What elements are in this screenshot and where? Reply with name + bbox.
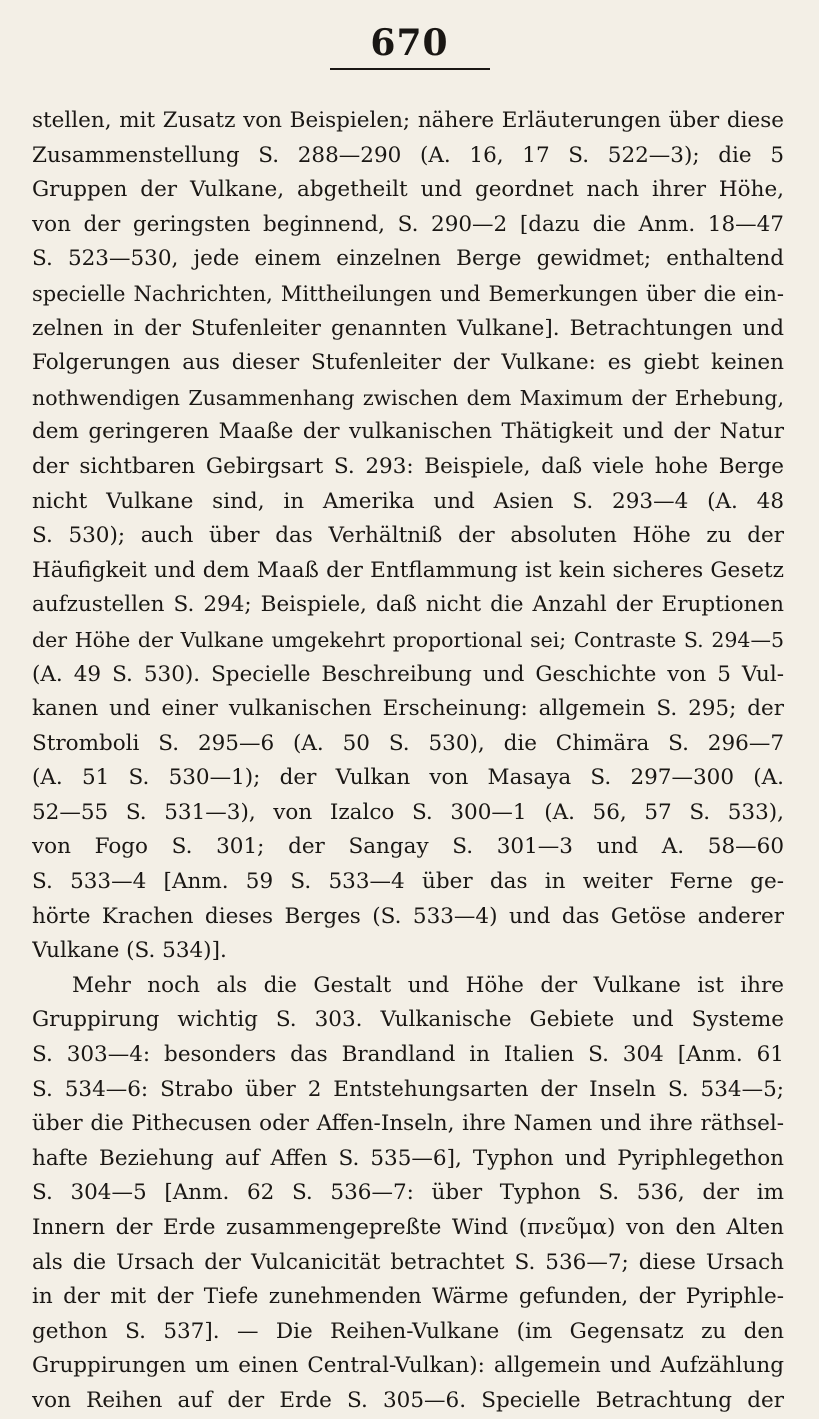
text-line: specielle Nachrichten, Mittheilungen und Bemerkungen über die ein- [32,281,784,306]
text-line: S. 304—5 [Anm. 62 S. 536—7: über Typhon S. 536, der im [32,1180,784,1206]
text-line: zelnen in der Stufenleiter genannten Vulkane]. Betrachtungen und [32,315,784,341]
text-line: (A. 49 S. 530). Specielle Beschreibung und Geschichte von 5 Vul- [32,661,784,687]
text-line: hafte Beziehung auf Affen S. 535—6], Typhon und Pyriphlegethon [32,1145,784,1171]
text-line: 52—55 S. 531—3), von Izalco S. 300—1 (A. 56, 57 S. 533), [32,799,784,825]
text-line: Zusammenstellung S. 288—290 (A. 16, 17 S. 522—3); die 5 [32,142,784,168]
text-line: von der geringsten beginnend, S. 290—2 [dazu die Anm. 18—47 [32,211,784,237]
text-line: als die Ursach der Vulcanicität betrachtet S. 536—7; diese Ursach [32,1249,784,1275]
page-number: 670 [370,22,449,64]
text-line: S. 523—530, jede einem einzelnen Berge gewidmet; enthaltend [32,246,784,272]
text-line: Vulkane (S. 534)]. [32,938,227,964]
text-line: der Höhe der Vulkane umgekehrt proportional sei; Contraste S. 294—5 [32,627,784,652]
text-line: (A. 51 S. 530—1); der Vulkan von Masaya S. 297—300 (A. [32,765,784,791]
text-line: von Fogo S. 301; der Sangay S. 301—3 und A. 58—60 [32,834,784,860]
text-line: S. 303—4: besonders das Brandland in Italien S. 304 [Anm. 61 [32,1042,784,1068]
text-line: der sichtbaren Gebirgsart S. 293: Beispiele, daß viele hohe Berge [32,453,784,479]
text-line: S. 534—6: Strabo über 2 Entstehungsarten der Inseln S. 534—5; [32,1076,784,1102]
text-line: von Reihen auf der Erde S. 305—6. Specielle Betrachtung der [32,1387,784,1413]
text-line: aufzustellen S. 294; Beispiele, daß nicht die Anzahl der Eruptionen [32,592,784,618]
text-line: Mehr noch als die Gestalt und Höhe der Vulkane ist ihre [72,972,784,998]
text-line: nicht Vulkane sind, in Amerika und Asien S. 293—4 (A. 48 [32,488,784,514]
text-line: Folgerungen aus dieser Stufenleiter der Vulkane: es giebt keinen [32,350,784,376]
text-line: Stromboli S. 295—6 (A. 50 S. 530), die Chimära S. 296—7 [32,730,784,756]
text-line: Innern der Erde zusammengepreßte Wind (πνεῦμα) von den Alten [32,1215,784,1240]
text-line: in der mit der Tiefe zunehmenden Wärme gefunden, der Pyriphle- [32,1284,784,1310]
text-line: über die Pithecusen oder Affen-Inseln, ihre Namen und ihre räthsel- [32,1111,784,1137]
text-line: gethon S. 537]. — Die Reihen-Vulkane (im Gegensatz zu den [32,1318,784,1344]
text-line: Gruppirung wichtig S. 303. Vulkanische Gebiete und Systeme [32,1007,784,1033]
text-line: Gruppen der Vulkane, abgetheilt und geordnet nach ihrer Höhe, [32,177,784,203]
text-line: stellen, mit Zusatz von Beispielen; nähere Erläuterungen über diese [32,108,784,133]
text-line: S. 530); auch über das Verhältniß der absoluten Höhe zu der [32,523,784,549]
body-text [32,104,784,1419]
header-rule [330,68,490,70]
text-line: nothwendigen Zusammenhang zwischen dem Maximum der Erhebung, [32,385,784,410]
text-line: hörte Krachen dieses Berges (S. 533—4) und das Getöse anderer [32,903,784,929]
text-line: Häufigkeit und dem Maaß der Entflammung ist kein sicheres Gesetz [32,557,784,583]
text-line: S. 533—4 [Anm. 59 S. 533—4 über das in weiter Ferne ge- [32,869,784,895]
text-line: dem geringeren Maaße der vulkanischen Thätigkeit und der Natur [32,419,784,445]
text-line: Gruppirungen um einen Central-Vulkan): allgemein und Aufzählung [32,1353,784,1379]
text-line: kanen und einer vulkanischen Erscheinung: allgemein S. 295; der [32,696,784,722]
